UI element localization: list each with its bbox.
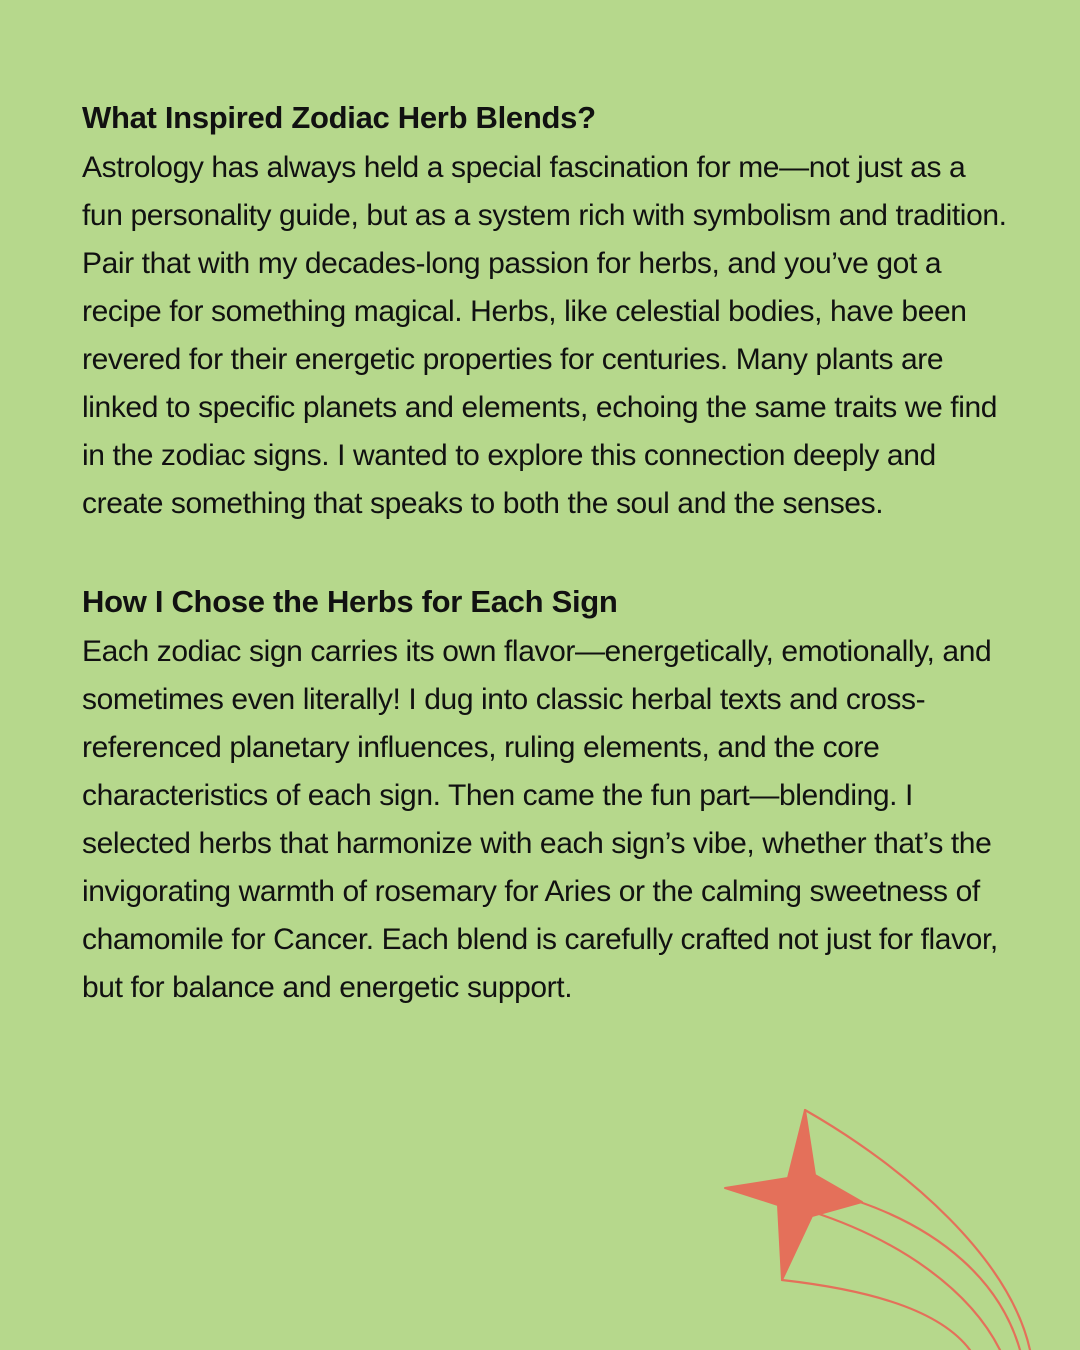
section-inspiration bbox=[82, 92, 1012, 528]
section-herb-selection bbox=[82, 576, 1012, 1012]
section-body: Astrology has always held a special fascination for me—not just as a fun personality guide, but as a system rich with symbolism and tradition. Pair that with my decades-long passion for herbs, and you’ve got a recipe for something magical. Herbs, like celestial bodies, have been revered for their energetic properties for centuries. Many plants are linked to specific planets and elements, echoing the same traits we find in the zodiac signs. I wanted to explore this connection deeply and create something that speaks to both the soul and the senses. bbox=[82, 151, 1007, 520]
article-content bbox=[82, 92, 1012, 1060]
section-heading: What Inspired Zodiac Herb Blends? bbox=[82, 100, 596, 135]
section-heading: How I Chose the Herbs for Each Sign bbox=[82, 584, 618, 619]
section-body: Each zodiac sign carries its own flavor—energetically, emotionally, and sometimes even literally! I dug into classic herbal texts and cross-referenced planetary influences, ruling elements, and the core characteristics of each sign. Then came the fun part—blending. I selected herbs that harmonize with each sign’s vibe, whether that’s the invigorating warmth of rosemary for Aries or the calming sweetness of chamomile for Cancer. Each blend is carefully crafted not just for flavor, but for balance and energetic support. bbox=[82, 635, 998, 1004]
shooting-star-icon bbox=[700, 1090, 1080, 1350]
